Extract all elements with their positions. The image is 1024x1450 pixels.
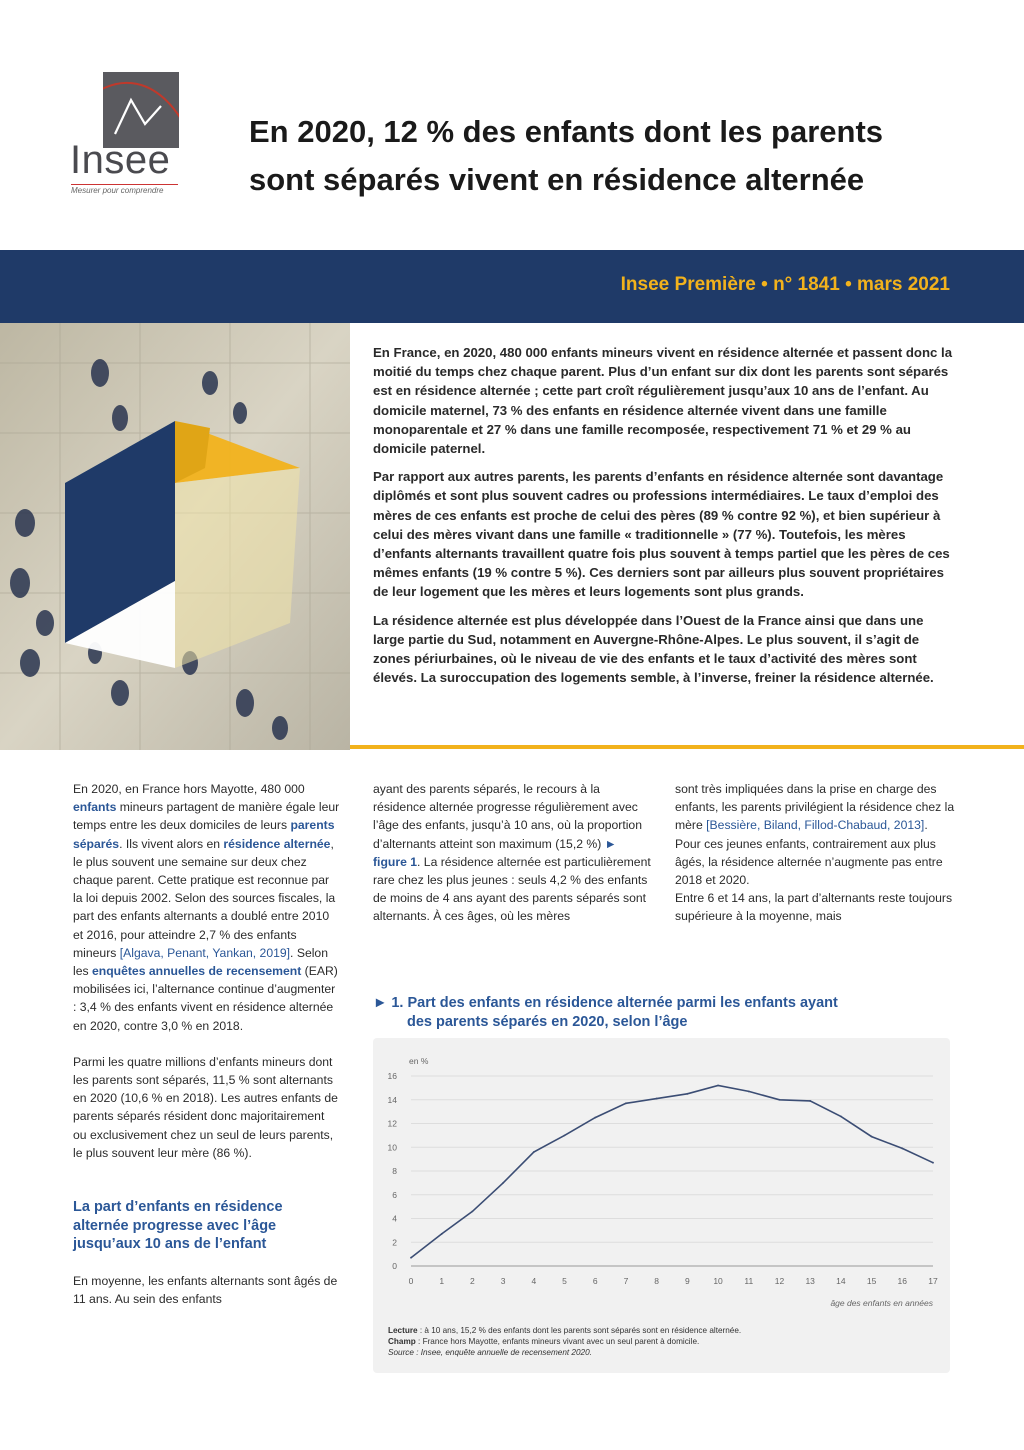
data-point	[472, 1210, 474, 1212]
figure-notes	[388, 1325, 948, 1358]
lecture-note	[388, 1325, 948, 1336]
text-run: mineurs partagent de manière égale leur temps entre les deux domiciles de leurs	[73, 800, 340, 833]
body-paragraph	[73, 780, 341, 1035]
text-run: , le plus souvent une semaine sur deux chez chaque parent. Cette pratique est reconnue par la loi depuis 2002. Selon des sources fiscales, la part des enfants alternants a doublé entre 2010 et 2016, pour atteindre 2,7 % des enfants mineurs	[73, 836, 336, 960]
x-tick-label: 5	[562, 1276, 567, 1286]
body-column-3	[675, 780, 955, 944]
series-line	[411, 1086, 933, 1258]
note-label: Champ	[388, 1337, 416, 1346]
y-tick-label: 12	[387, 1118, 397, 1129]
x-tick-label: 10	[713, 1276, 723, 1286]
x-tick-label: 2	[470, 1276, 475, 1286]
title-line-2: sont séparés vivent en résidence alternée	[249, 162, 865, 197]
champ-note	[388, 1336, 948, 1347]
insee-logo	[70, 72, 185, 197]
note-label: Lecture	[388, 1326, 418, 1335]
x-tick-label: 0	[408, 1276, 414, 1286]
data-point	[779, 1099, 781, 1101]
body-paragraph	[373, 780, 653, 926]
figure-title-line-1: 1. Part des enfants en résidence alternée parmi les enfants ayant	[391, 995, 838, 1011]
reference-link[interactable]: [Algava, Penant, Yankan, 2019]	[119, 945, 291, 960]
logo-wordmark: Insee	[70, 138, 171, 182]
figure-panel	[373, 1038, 950, 1373]
text-run: En 2020, en France hors Mayotte, 480 000	[73, 782, 305, 796]
x-tick-label: 14	[836, 1276, 846, 1286]
x-tick-label: 13	[805, 1276, 815, 1286]
y-tick-label: 14	[387, 1094, 397, 1105]
data-point	[901, 1148, 903, 1150]
glossary-link-residence-alternee[interactable]: résidence alternée	[223, 836, 331, 851]
data-point	[441, 1233, 443, 1235]
glossary-link-parents-separes[interactable]: parents séparés	[73, 818, 335, 851]
logo-mark	[103, 72, 179, 148]
publication-info: Insee Première • n° 1841 • mars 2021	[620, 274, 950, 295]
glossary-link-enquetes-recensement[interactable]: enquêtes annuelles de recensement	[91, 964, 302, 979]
text-run: . Selon les	[73, 945, 328, 979]
x-axis-title: âge des enfants en années	[830, 1298, 933, 1308]
figure-title	[373, 994, 933, 1031]
reference-link[interactable]: [Bessière, Biland, Fillod-Chabaud, 2013]	[706, 818, 925, 833]
data-point	[594, 1117, 596, 1119]
y-tick-label: 4	[392, 1213, 397, 1224]
y-tick-label: 6	[392, 1189, 397, 1200]
y-tick-label: 16	[387, 1071, 397, 1081]
data-point	[502, 1182, 504, 1184]
body-paragraph: En moyenne, les enfants alternants sont âgés de 11 ans. Au sein des enfants	[73, 1273, 338, 1306]
data-point	[686, 1093, 688, 1095]
x-tick-label: 6	[592, 1276, 598, 1286]
abstract	[373, 343, 953, 696]
hero-illustration	[0, 323, 350, 750]
y-tick-label: 8	[392, 1166, 397, 1176]
y-axis-unit-label: en %	[409, 1056, 429, 1066]
x-tick-label: 8	[654, 1276, 660, 1286]
body-column-2	[373, 780, 653, 944]
body-paragraph: Entre 6 et 14 ans, la part d’alternants reste toujours supérieure à la moyenne, mais	[675, 891, 953, 924]
text-run: sont très impliquées dans la prise en charge des enfants, les parents privilégient la résidence chez la mère	[675, 782, 955, 833]
section-divider	[350, 745, 1024, 749]
note-text: : France hors Mayotte, enfants mineurs vivant avec un seul parent à domicile.	[415, 1337, 700, 1346]
page-title	[249, 108, 989, 204]
abstract-paragraph: La résidence alternée est plus développée dans l’Ouest de la France ainsi que dans une large partie du Sud, notamment en Auvergne-Rhône-Alpes. Le plus souvent, il s’agit de zones périurbaines, où le niveau de vie des enfants et le taux d’activité des mères sont élevés. La suroccupation des logements semble, à l’inverse, freiner la résidence alternée.	[373, 612, 934, 686]
note-text: : à 10 ans, 15,2 % des enfants dont les parents sont séparés sont en résidence alternée.	[417, 1326, 742, 1335]
y-tick-label: 10	[387, 1142, 397, 1153]
data-point	[564, 1134, 566, 1136]
x-tick-label: 7	[623, 1276, 629, 1286]
x-tick-label: 4	[531, 1276, 537, 1286]
x-tick-label: 11	[744, 1276, 754, 1286]
data-point	[840, 1115, 842, 1117]
figure-reference-link[interactable]: ► figure 1	[373, 836, 617, 869]
x-tick-label: 16	[897, 1276, 908, 1286]
abstract-paragraph: Par rapport aux autres parents, les parents d’enfants en résidence alternée sont davantage diplômés et sont plus souvent cadres ou professions intermédiaires. Le taux d’emploi des mères de ces enfants est proche de celui des pères (89 % contre 92 %), et bien supérieur à celui des mères vivant dans une famille « traditionnelle » (77 %). Toutefois, les mères d’enfants alternants travaillent quatre fois plus souvent à temps partiel que les pères de ces mêmes enfants (19 % contre 5 %). Ces derniers sont par ailleurs plus souvent propriétaires de leur logement que les mères et leurs logements sont plus grands.	[373, 469, 950, 600]
x-tick-label: 17	[928, 1276, 938, 1286]
data-point	[932, 1162, 934, 1164]
source-note	[388, 1347, 948, 1358]
note-text: Source : Insee, enquête annuelle de recensement 2020.	[388, 1348, 592, 1357]
section-heading: La part d’enfants en résidence alternée progresse avec l’âge jusqu’aux 10 ans de l’enfant	[73, 1199, 283, 1253]
x-tick-label: 12	[774, 1276, 785, 1286]
x-tick-label: 3	[500, 1276, 506, 1286]
figure-title-line-2: des parents séparés en 2020, selon l’âge	[407, 1013, 688, 1030]
x-tick-label: 1	[439, 1276, 445, 1286]
text-run: . Ils vivent alors en	[119, 836, 224, 851]
data-point	[533, 1151, 535, 1153]
data-point	[656, 1098, 658, 1100]
x-tick-label: 15	[866, 1276, 877, 1286]
abstract-paragraph: En France, en 2020, 480 000 enfants mineurs vivent en résidence alternée et passent donc la moitié du temps chez chaque parent. Plus d’un enfant sur dix dont les parents sont séparés est en résidence alternée ; cette part croît régulièrement jusqu’aux 10 ans de l’enfant. Au domicile maternel, 73 % des enfants en résidence alternée vivent dans une famille monoparentale et 27 % dans une famille recomposée, respectivement 71 % et 29 % au domicile paternel.	[373, 345, 953, 457]
title-line-1: En 2020, 12 % des enfants dont les parents	[249, 114, 884, 149]
text-run: . Pour ces jeunes enfants, contrairement aux plus âgés, la résidence alternée n’augmente pas entre 2018 et 2020.	[675, 818, 943, 888]
data-point	[871, 1136, 873, 1138]
y-tick-label: 2	[392, 1237, 397, 1248]
data-point	[410, 1257, 412, 1259]
line-chart	[373, 1038, 950, 1328]
logo-tagline: Mesurer pour comprendre	[71, 184, 178, 195]
body-paragraph	[675, 780, 955, 889]
text-run: ayant des parents séparés, le recours à la résidence alternée progresse régulièrement avec l’âge des enfants, jusqu’à 10 ans, où la proportion d’alternants atteint son maximum (15,2 %)	[373, 782, 642, 851]
data-point	[809, 1100, 811, 1102]
text-run: (EAR) mobilisées ici, l’alternance continue d’augmenter : 3,4 % des enfants vivent en résidence alternée en 2020, contre 3,0 % en 2018.	[73, 964, 338, 1033]
body-column-1	[73, 780, 341, 1326]
data-point	[717, 1085, 719, 1087]
body-paragraph: Parmi les quatre millions d’enfants mineurs dont les parents sont séparés, 11,5 % sont alternants en 2020 (10,6 % en 2018). Les autres enfants de parents séparés résident donc majoritairement ou exclusivement chez un seul de leurs parents, le plus souvent leur mère (86 %).	[73, 1054, 338, 1160]
figure-arrow-icon: ►	[373, 995, 388, 1011]
y-tick-label: 0	[392, 1261, 397, 1271]
data-point	[625, 1102, 627, 1104]
data-point	[748, 1091, 750, 1093]
glossary-link-enfants[interactable]: enfants	[73, 800, 117, 815]
x-tick-label: 9	[684, 1276, 690, 1286]
text-run: . La résidence alternée est particulièrement rare chez les plus jeunes : seuls 4,2 % des enfants de moins de 4 ans ayant des parents séparés sont alternants. À ces âges, où les mères	[373, 854, 651, 924]
publication-band	[0, 250, 1024, 323]
